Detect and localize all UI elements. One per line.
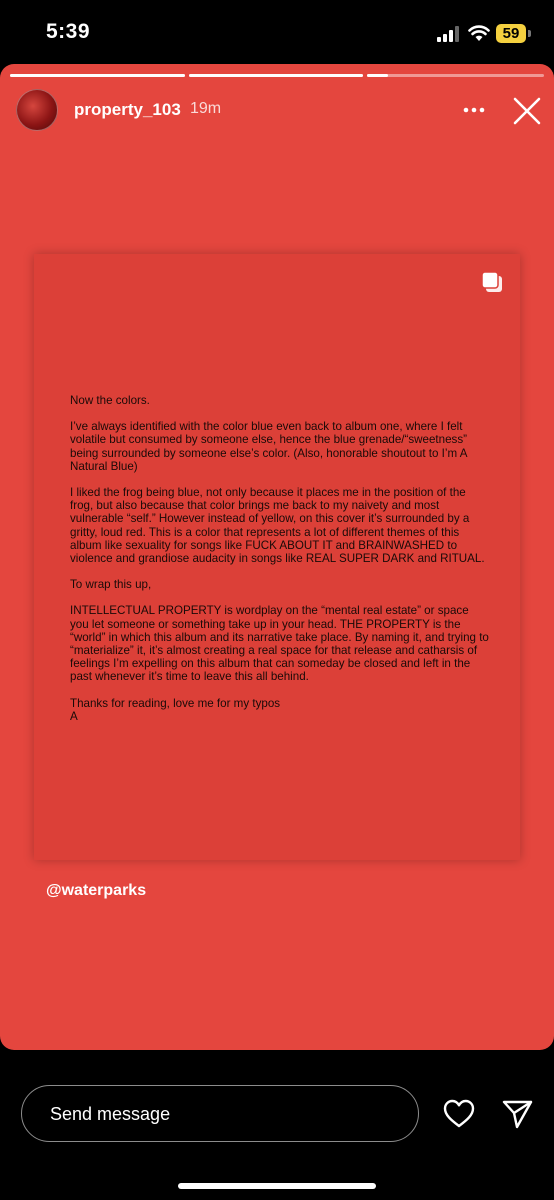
- status-bar: [0, 0, 554, 64]
- send-icon[interactable]: [500, 1097, 534, 1131]
- status-time: 5:39: [46, 20, 91, 43]
- story-progress-fill: [10, 74, 185, 77]
- battery-indicator: 59: [496, 24, 526, 43]
- story-progress-segment: [367, 74, 544, 77]
- post-paragraph: Thanks for reading, love me for my typos: [70, 696, 281, 710]
- post-paragraph: I’ve always identified with the color blue even back to album one, where I felt volatile but consumed by someone else, hence the blue grenade/“sweetness” being surrounded by someone else’s color. (Also, honorable shoutout to I’m A Natural Blue): [70, 420, 468, 473]
- story-progress-fill: [367, 74, 388, 77]
- post-paragraph: Now the colors.: [70, 394, 150, 407]
- cellular-signal-icon: [437, 26, 459, 42]
- send-message-placeholder: Send message: [50, 1104, 171, 1124]
- post-signature: A: [70, 709, 78, 723]
- shared-post-card[interactable]: [34, 254, 520, 860]
- heart-icon[interactable]: [442, 1097, 476, 1131]
- avatar[interactable]: [16, 89, 58, 131]
- story-timestamp: 19m: [190, 100, 222, 117]
- wifi-icon: [468, 24, 490, 42]
- story-progress-segment: [189, 74, 363, 77]
- send-message-input[interactable]: [21, 1085, 419, 1142]
- close-icon[interactable]: [512, 96, 542, 126]
- post-paragraph: INTELLECTUAL PROPERTY is wordplay on the “mental real estate” or space you let someone or something take up in your head. THE PROPERTY is the “world” in which this album and its narrative take place. By naming it, and trying to “materialize” it, it’s almost creating a real space for that release and catharsis of feelings I’m expelling on this album that can someday be closed and left in the past whenever it’s time to leave this all behind.: [70, 604, 489, 684]
- story-username[interactable]: property_103: [74, 100, 181, 119]
- mention-sticker[interactable]: @waterparks: [46, 882, 147, 899]
- battery-nub: [528, 30, 531, 37]
- post-text: [70, 394, 490, 723]
- post-paragraph: To wrap this up,: [70, 578, 152, 592]
- copy-icon: [480, 270, 504, 294]
- post-paragraph: I liked the frog being blue, not only because it places me in the position of the frog, but also because that color brings me back to my naivety and most vulnerable “self.” However instead of yellow, on this cover it’s surrounded by a gritty, loud red. This is a color that represents a lot of different themes of this album like sexuality for songs like FUCK ABOUT IT and BRAINWASHED to violence and grandiose audacity in songs like REAL SUPER DARK and RITUAL.: [70, 486, 485, 566]
- story-progress-segment: [10, 74, 185, 77]
- story-viewer[interactable]: [0, 64, 554, 1050]
- home-indicator: [178, 1183, 376, 1189]
- story-progress-fill: [189, 74, 363, 77]
- more-horizontal-icon[interactable]: [462, 98, 486, 122]
